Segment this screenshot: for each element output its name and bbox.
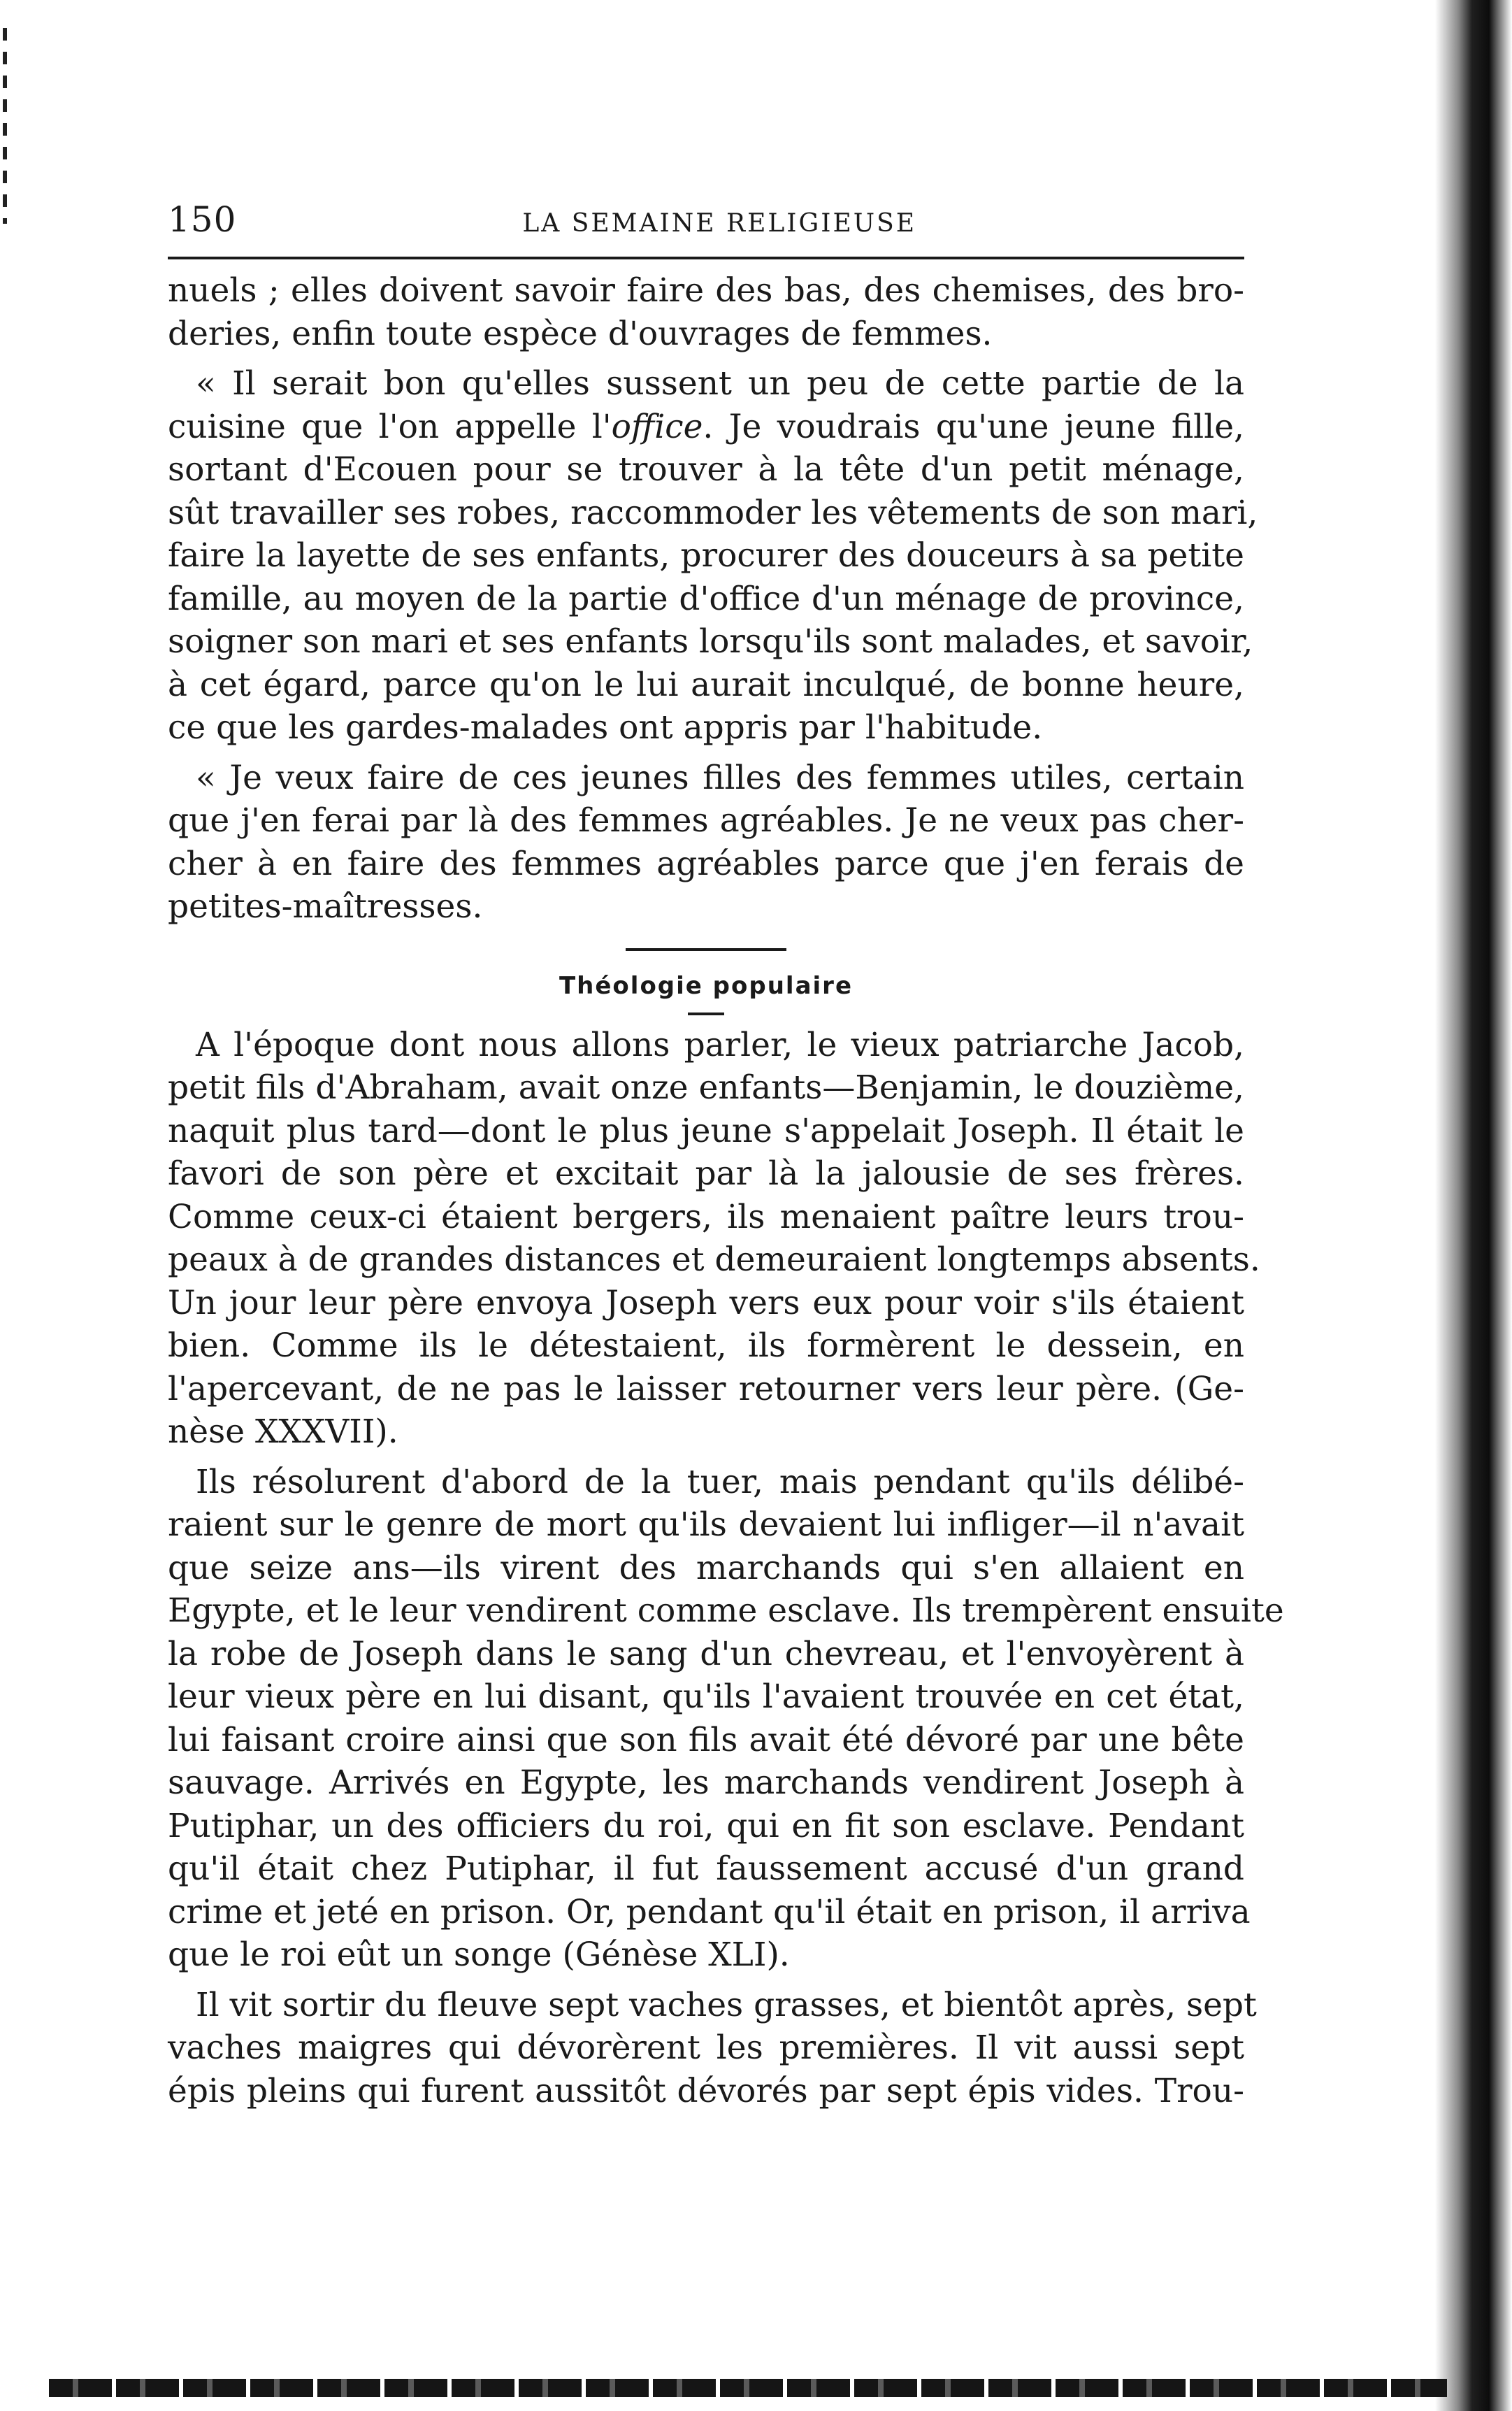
section-divider [626, 948, 786, 951]
text-line: sauvage. Arrivés en Egypte, les marchands vendirent Joseph à [168, 1763, 1244, 1802]
paragraph-2 [168, 362, 1258, 750]
scan-edge-left [3, 28, 7, 224]
text-line: ce que les gardes-malades ont appris par l'habitude. [168, 708, 1043, 747]
scan-edge-right [1435, 0, 1512, 2411]
page [168, 199, 1284, 2112]
text-line: petit fils d'Abraham, avait onze enfants—Benjamin, le douzième, [168, 1068, 1244, 1107]
paragraph-3 [168, 757, 1244, 929]
scan-edge-bottom [49, 2379, 1447, 2397]
running-head [168, 199, 1244, 248]
text-line: sût travailler ses robes, raccommoder les vêtements de son mari, [168, 493, 1258, 532]
text-line: nèse XXXVII). [168, 1412, 398, 1451]
text-line: Putiphar, un des officiers du roi, qui en fit son esclave. Pendant [168, 1806, 1244, 1845]
page-number: 150 [168, 199, 237, 240]
paragraph-6 [168, 1984, 1257, 2113]
text-line: cher à en faire des femmes agréables parce que j'en ferais de [168, 844, 1244, 883]
text-line: à cet égard, parce qu'on le lui aurait inculqué, de bonne heure, [168, 665, 1244, 704]
text-line: « Il serait bon qu'elles sussent un peu de cette partie de la [196, 364, 1244, 403]
text-line: leur vieux père en lui disant, qu'ils l'avaient trouvée en cet état, [168, 1677, 1244, 1716]
text-line: soigner son mari et ses enfants lorsqu'ils sont malades, et savoir, [168, 622, 1253, 661]
text-line: vaches maigres qui dévorèrent les premières. Il vit aussi sept [168, 2029, 1244, 2067]
text-line: qu'il était chez Putiphar, il fut faussement accusé d'un grand [168, 1850, 1244, 1888]
text-line: « Je veux faire de ces jeunes filles des femmes utiles, certain [196, 758, 1244, 797]
text-line: Un jour leur père envoya Joseph vers eux pour voir s'ils étaient [168, 1283, 1244, 1322]
section-title: Théologie populaire [559, 971, 854, 1000]
text-line: nuels ; elles doivent savoir faire des bas, des chemises, des bro- [168, 271, 1244, 310]
header-rule [168, 257, 1244, 259]
text-line: que seize ans—ils virent des marchands qui s'en allaient en [168, 1548, 1244, 1587]
text-line: sortant d'Ecouen pour se trouver à la tête d'un petit ménage, [168, 450, 1244, 489]
text-line: épis pleins qui furent aussitôt dévorés par sept épis vides. Trou- [168, 2071, 1244, 2110]
italic-word: office [611, 407, 703, 446]
text-line: Egypte, et le leur vendirent comme esclave. Ils trempèrent ensuite [168, 1591, 1284, 1630]
paragraph-1 [168, 269, 1244, 355]
text-line: bien. Comme ils le détestaient, ils formèrent le dessein, en [168, 1326, 1244, 1365]
text-line: peaux à de grandes distances et demeuraient longtemps absents. [168, 1240, 1260, 1279]
text-line: petites-maîtresses. [168, 887, 483, 926]
running-title: LA SEMAINE RELIGIEUSE [522, 209, 917, 238]
text-line: cuisine que l'on appelle l'office. Je voudrais qu'une jeune fille, [168, 407, 1244, 446]
paragraph-4 [168, 1024, 1260, 1454]
text-line: que le roi eût un songe (Génèse XLI). [168, 1936, 790, 1974]
paragraph-5 [168, 1461, 1284, 1977]
text-line: faire la layette de ses enfants, procurer des douceurs à sa petite [168, 536, 1244, 575]
text-line: Il vit sortir du fleuve sept vaches grasses, et bientôt après, sept [196, 1985, 1257, 2024]
text-line: famille, au moyen de la partie d'office d'un ménage de province, [168, 579, 1244, 618]
text-line: A l'époque dont nous allons parler, le vieux patriarche Jacob, [196, 1025, 1244, 1064]
text-line: lui faisant croire ainsi que son fils avait été dévoré par une bête [168, 1720, 1244, 1759]
text-line: raient sur le genre de mort qu'ils devaient lui infliger—il n'avait [168, 1505, 1244, 1544]
text-line: l'apercevant, de ne pas le laisser retourner vers leur père. (Ge- [168, 1369, 1244, 1408]
text-line: que j'en ferai par là des femmes agréables. Je ne veux pas cher- [168, 801, 1244, 840]
text-line: deries, enfin toute espèce d'ouvrages de femmes. [168, 314, 993, 353]
text-line: crime et jeté en prison. Or, pendant qu'il était en prison, il arriva [168, 1892, 1251, 1931]
text-line: Comme ceux-ci étaient bergers, ils menaient paître leurs trou- [168, 1197, 1244, 1236]
text-line: la robe de Joseph dans le sang d'un chevreau, et l'envoyèrent à [168, 1634, 1244, 1673]
text-line: naquit plus tard—dont le plus jeune s'appelait Joseph. Il était le [168, 1111, 1244, 1150]
text-line: Ils résolurent d'abord de la tuer, mais pendant qu'ils délibé- [196, 1462, 1244, 1501]
text-line: favori de son père et excitait par là la jalousie de ses frères. [168, 1154, 1244, 1193]
title-underline [688, 1013, 724, 1015]
